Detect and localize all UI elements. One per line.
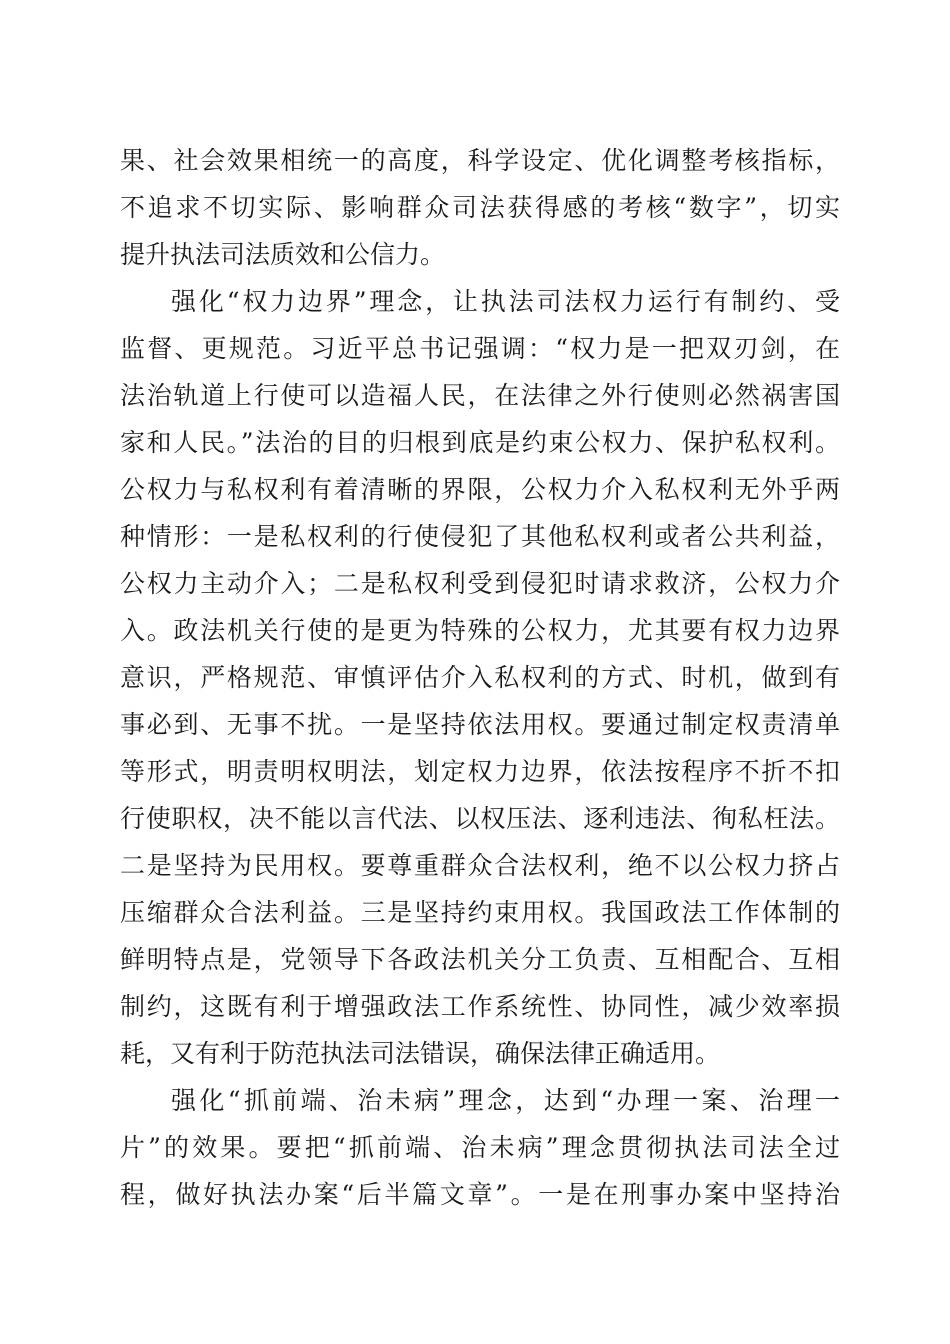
text-line: 果、社会效果相统一的高度，科学设定、优化调整考核指标， [120,146,840,175]
text-line: 事必到、无事不扰。一是坚持依法用权。要通过制定权责清单 [120,710,840,739]
text-line: 公权力与私权利有着清晰的界限，公权力介入私权利无外乎两 [120,475,840,504]
text-line: 程，做好执法办案“后半篇文章”。一是在刑事办案中坚持治 [120,1180,840,1209]
text-line: 行使职权，决不能以言代法、以权压法、逐利违法、徇私枉法。 [120,804,840,833]
text-line: 提升执法司法质效和公信力。 [120,240,446,269]
text-line: 等形式，明责明权明法，划定权力边界，依法按程序不折不扣 [120,757,840,786]
text-line: 意识，严格规范、审慎评估介入私权利的方式、时机，做到有 [120,663,840,692]
text-line: 片”的效果。要把“抓前端、治未病”理念贯彻执法司法全过 [120,1133,840,1162]
text-line: 法治轨道上行使可以造福人民，在法律之外行使则必然祸害国 [120,381,840,410]
text-line: 压缩群众合法利益。三是坚持约束用权。我国政法工作体制的 [120,898,840,927]
text-line: 二是坚持为民用权。要尊重群众合法权利，绝不以公权力挤占 [120,851,840,880]
text-line: 耗，又有利于防范执法司法错误，确保法律正确适用。 [120,1039,721,1068]
text-line: 家和人民。”法治的目的归根到底是约束公权力、保护私权利。 [120,428,840,457]
text-line: 鲜明特点是，党领导下各政法机关分工负责、互相配合、互相 [120,945,840,974]
text-line: 入。政法机关行使的是更为特殊的公权力，尤其要有权力边界 [120,616,840,645]
text-line: 种情形：一是私权利的行使侵犯了其他私权利或者公共利益， [120,522,840,551]
text-line: 监督、更规范。习近平总书记强调：“权力是一把双刃剑，在 [120,334,840,363]
paragraph-start-line: 强化“权力边界”理念，让执法司法权力运行有制约、受 [171,287,840,316]
text-line: 公权力主动介入；二是私权利受到侵犯时请求救济，公权力介 [120,569,840,598]
text-line: 不追求不切实际、影响群众司法获得感的考核“数字”，切实 [120,193,840,222]
text-line: 制约，这既有利于增强政法工作系统性、协同性，减少效率损 [120,992,840,1021]
paragraph-start-line: 强化“抓前端、治未病”理念，达到“办理一案、治理一 [171,1086,840,1115]
